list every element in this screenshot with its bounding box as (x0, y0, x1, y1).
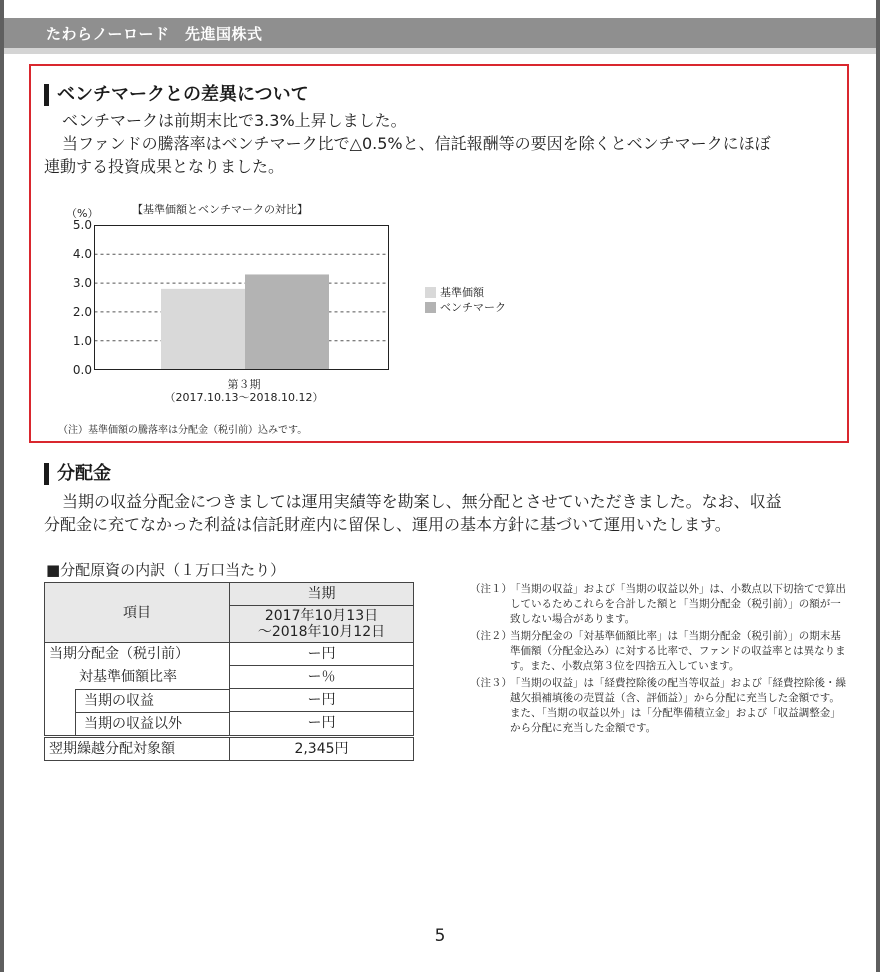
page-header (4, 18, 876, 54)
note-label: （注２） (470, 630, 512, 642)
table-row (45, 666, 414, 689)
y-tick-label: 2.0 (72, 305, 92, 319)
legend-label: ベンチマーク (440, 301, 506, 314)
note-item (470, 582, 850, 627)
bar-benchmark (245, 274, 329, 369)
table-row-label: 翌期繰越分配対象額 (45, 736, 230, 760)
table-row-label: 当期の収益 (75, 689, 229, 712)
table-row-label: 対基準価額比率 (45, 666, 230, 689)
table-row-label: 当期分配金（税引前） (45, 643, 230, 666)
table-row (45, 689, 414, 712)
legend-item-benchmark (425, 299, 506, 315)
table-header-row (45, 583, 414, 606)
table-header-item: 項目 (45, 583, 230, 643)
page-number: 5 (434, 926, 446, 946)
x-category-sublabel: （2017.10.13〜2018.10.12） (164, 391, 324, 404)
legend-swatch (425, 287, 436, 298)
x-category-label: 第３期 (227, 378, 261, 391)
table-row-value: ー円 (230, 712, 414, 737)
table-row (45, 712, 414, 737)
note-item (470, 629, 850, 674)
legend-label: 基準価額 (440, 286, 484, 299)
table-header-range (230, 606, 414, 643)
bar-nav (161, 289, 245, 370)
table-row (45, 736, 414, 760)
note-label: （注１） (470, 583, 512, 595)
chart-note: （注）基準価額の騰落率は分配金（税引前）込みです。 (58, 425, 308, 436)
note-text: 当期分配金の「対基準価額比率」は「当期分配金（税引前）」の期末基準価額（分配金込み）に対する比率で、ファンドの収益率とは異なります。また、小数点第３位を四捨五入しています。 (510, 630, 846, 672)
table-title: ■分配原資の内訳（１万口当たり） (46, 561, 286, 579)
table-row-value: 2,345円 (230, 736, 414, 760)
legend-swatch (425, 302, 436, 313)
chart-plot (94, 220, 394, 375)
table-row (45, 643, 414, 666)
table-header-period: 当期 (230, 583, 414, 606)
chart-y-unit: （%） (66, 207, 99, 220)
note-item (470, 676, 850, 736)
y-tick-label: 0.0 (72, 363, 92, 377)
y-tick-label: 5.0 (72, 218, 92, 232)
y-tick-label: 4.0 (72, 247, 92, 261)
table-row-label: 当期の収益以外 (75, 712, 229, 735)
benchmark-line-2: 当ファンドの騰落率はベンチマーク比で△0.5%と、信託報酬等の要因を除くとベンチマークにほぼ (62, 134, 771, 153)
table-row-value: ー％ (230, 666, 414, 689)
table-row-value: ー円 (230, 643, 414, 666)
table-range-start: 2017年10月13日 (264, 608, 379, 624)
chart-title: 【基準価額とベンチマークの対比】 (132, 203, 308, 216)
table-row-value: ー円 (230, 689, 414, 712)
benchmark-line-1: ベンチマークは前期末比で3.3%上昇しました。 (62, 111, 407, 130)
header-title: たわらノーロード 先進国株式 (46, 25, 263, 43)
note-text: 「当期の収益」は「経費控除後の配当等収益」および「経費控除後・繰越欠損補填後の売買益（含、評価益）」から分配に充当した金額です。また、「当期の収益以外」は「分配準備積立金」および「収益調整金」から分配に充当した金額です。 (510, 677, 846, 734)
note-text: 「当期の収益」および「当期の収益以外」は、小数点以下切捨てで算出しているためこれらを合計した額と「当期分配金（税引前）」の額が一致しない場合があります。 (510, 583, 846, 625)
table-range-end: 〜2018年10月12日 (257, 624, 386, 640)
legend-item-nav (425, 284, 484, 300)
distribution-table (44, 582, 414, 761)
chart-bars (161, 274, 329, 369)
distribution-heading: 分配金 (44, 463, 111, 485)
y-tick-label: 3.0 (72, 276, 92, 290)
y-tick-label: 1.0 (72, 334, 92, 348)
distribution-line-1: 当期の収益分配金につきましては運用実績等を勘案し、無分配とさせていただきました。なお、収益 (62, 492, 782, 511)
page (4, 0, 876, 972)
table-notes (470, 582, 850, 738)
note-label: （注３） (470, 677, 512, 689)
benchmark-line-3: 連動する投資成果となりました。 (44, 157, 285, 176)
distribution-line-2: 分配金に充てなかった利益は信託財産内に留保し、運用の基本方針に基づいて運用いたします。 (44, 515, 731, 534)
benchmark-heading: ベンチマークとの差異について (44, 84, 309, 106)
